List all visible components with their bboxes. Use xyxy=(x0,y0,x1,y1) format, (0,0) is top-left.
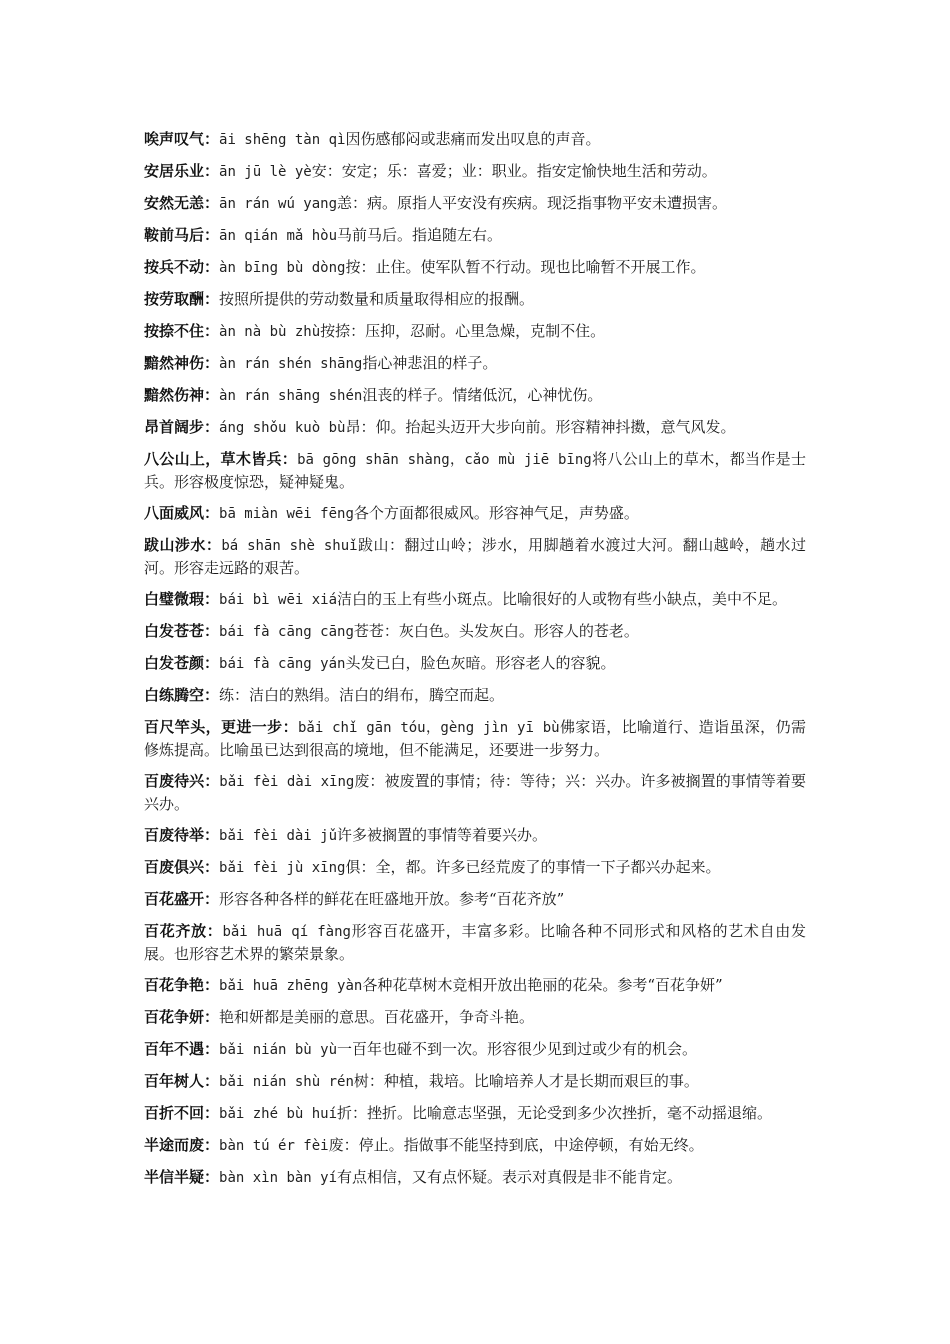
idiom-term: 半信半疑： xyxy=(144,1168,220,1186)
idiom-definition: 马前马后。指追随左右。 xyxy=(337,226,503,244)
idiom-list xyxy=(144,128,806,1198)
idiom-term: 白发苍颜： xyxy=(144,654,220,672)
idiom-definition: 昂：仰。抬起头迈开大步向前。形容精神抖擞，意气风发。 xyxy=(345,418,736,436)
idiom-pinyin: bǎi fèi dài xīng xyxy=(219,774,355,790)
idiom-definition: 按捺：压抑，忍耐。心里急燥，克制不住。 xyxy=(320,322,606,340)
idiom-definition: 苍苍：灰白色。头发灰白。形容人的苍老。 xyxy=(353,622,639,640)
idiom-definition: 因伤感郁闷或悲痛而发出叹息的声音。 xyxy=(345,130,601,148)
idiom-entry xyxy=(144,920,806,965)
idiom-entry xyxy=(144,716,806,761)
idiom-entry xyxy=(144,502,806,525)
idiom-definition: 折：挫折。比喻意志坚强，无论受到多少次挫折，毫不动摇退缩。 xyxy=(337,1104,773,1122)
idiom-pinyin: bǎi zhé bù huí xyxy=(219,1106,338,1122)
idiom-definition: 跋山：翻过山岭；涉水，用脚趟着水渡过大河。翻山越岭，趟水过河。形容走远路的艰苦。 xyxy=(144,536,806,577)
idiom-entry xyxy=(144,856,806,879)
idiom-entry xyxy=(144,684,806,707)
idiom-definition: 各个方面都很威风。形容神气足，声势盛。 xyxy=(353,504,639,522)
idiom-term: 百废待举： xyxy=(144,826,220,844)
idiom-term: 百花盛开： xyxy=(144,890,220,908)
idiom-pinyin: bā miàn wēi fēng xyxy=(219,506,354,522)
idiom-pinyin: àn rán shén shāng xyxy=(219,356,363,372)
idiom-definition: 佛家语，比喻道行、造诣虽深，仍需修炼提高。比喻虽已达到很高的境地，但不能满足，还要进一步努力。 xyxy=(144,718,806,759)
idiom-term: 百年不遇： xyxy=(144,1040,220,1058)
idiom-definition: 安：安定；乐：喜爱；业：职业。指安定愉快地生活和劳动。 xyxy=(311,162,717,180)
idiom-definition: 形容各种各样的鲜花在旺盛地开放。参考“百花齐放” xyxy=(219,890,565,908)
idiom-pinyin: bái fà cāng cāng xyxy=(219,624,354,640)
idiom-term: 百花争艳： xyxy=(144,976,220,994)
idiom-term: 按劳取酬： xyxy=(144,290,220,308)
idiom-entry xyxy=(144,192,806,215)
idiom-entry xyxy=(144,770,806,815)
idiom-pinyin: bái bì wēi xiá xyxy=(219,592,338,608)
idiom-term: 昂首阔步： xyxy=(144,418,220,436)
idiom-term: 八面威风： xyxy=(144,504,220,522)
idiom-pinyin: bǎi fèi jù xīng xyxy=(219,860,346,876)
idiom-definition: 废：停止。指做事不能坚持到底，中途停顿，有始无终。 xyxy=(328,1136,704,1154)
idiom-entry xyxy=(144,888,806,911)
idiom-entry xyxy=(144,1070,806,1093)
idiom-definition: 一百年也碰不到一次。形容很少见到过或少有的机会。 xyxy=(337,1040,698,1058)
idiom-entry xyxy=(144,620,806,643)
idiom-term: 安居乐业： xyxy=(144,162,220,180)
idiom-term: 白发苍苍： xyxy=(144,622,220,640)
idiom-term: 百年树人： xyxy=(144,1072,220,1090)
idiom-pinyin: àn nà bù zhù xyxy=(219,324,321,340)
idiom-entry xyxy=(144,320,806,343)
idiom-entry xyxy=(144,352,806,375)
idiom-definition: 各种花草树木竞相开放出艳丽的花朵。参考“百花争妍” xyxy=(362,976,723,994)
idiom-definition: 指心神悲沮的样子。 xyxy=(362,354,498,372)
idiom-definition: 洁白的玉上有些小斑点。比喻很好的人或物有些小缺点，美中不足。 xyxy=(337,590,788,608)
idiom-term: 百花争妍： xyxy=(144,1008,220,1026)
idiom-pinyin: bǎi fèi dài jǔ xyxy=(219,828,338,844)
idiom-term: 跋山涉水： xyxy=(144,536,222,554)
idiom-definition: 按：止住。使军队暂不行动。现也比喻暂不开展工作。 xyxy=(345,258,706,276)
idiom-entry xyxy=(144,1166,806,1189)
idiom-entry xyxy=(144,128,806,151)
idiom-pinyin: bǎi nián shù rén xyxy=(219,1074,354,1090)
idiom-pinyin: áng shǒu kuò bù xyxy=(219,420,346,436)
idiom-entry xyxy=(144,288,806,311)
idiom-definition: 头发已白，脸色灰暗。形容老人的容貌。 xyxy=(345,654,616,672)
idiom-definition: 废：被废置的事情；待：等待；兴：兴办。许多被搁置的事情等着要兴办。 xyxy=(144,772,806,813)
idiom-pinyin: bǎi huā zhēng yàn xyxy=(219,978,363,994)
idiom-pinyin: bǎi nián bù yù xyxy=(219,1042,338,1058)
idiom-entry xyxy=(144,588,806,611)
idiom-pinyin: bá shān shè shuǐ xyxy=(221,538,358,554)
idiom-definition: 练：洁白的熟绢。洁白的绢布，腾空而起。 xyxy=(219,686,505,704)
idiom-definition: 沮丧的样子。情绪低沉，心神忧伤。 xyxy=(362,386,603,404)
idiom-entry xyxy=(144,1134,806,1157)
idiom-term: 半途而废： xyxy=(144,1136,220,1154)
idiom-definition: 将八公山上的草木，都当作是士兵。形容极度惊恐，疑神疑鬼。 xyxy=(144,450,806,491)
idiom-pinyin: bàn tú ér fèi xyxy=(219,1138,329,1154)
idiom-entry xyxy=(144,652,806,675)
idiom-term: 黯然伤神： xyxy=(144,386,220,404)
idiom-term: 按捺不住： xyxy=(144,322,220,340)
idiom-definition: 树：种植，栽培。比喻培养人才是长期而艰巨的事。 xyxy=(353,1072,699,1090)
idiom-entry xyxy=(144,256,806,279)
idiom-definition: 俱：全，都。许多已经荒废了的事情一下子都兴办起来。 xyxy=(345,858,721,876)
idiom-entry xyxy=(144,974,806,997)
idiom-term: 安然无恙： xyxy=(144,194,220,212)
idiom-entry xyxy=(144,224,806,247)
idiom-definition: 许多被搁置的事情等着要兴办。 xyxy=(337,826,548,844)
idiom-entry xyxy=(144,448,806,493)
idiom-term: 百花齐放： xyxy=(144,922,223,940)
idiom-pinyin: bǎi chǐ gān tóu，gèng jìn yī bù xyxy=(297,720,560,736)
idiom-pinyin: bái fà cāng yán xyxy=(219,656,346,672)
idiom-term: 鞍前马后： xyxy=(144,226,220,244)
idiom-entry xyxy=(144,1102,806,1125)
idiom-term: 百尺竿头，更进一步： xyxy=(144,718,298,736)
idiom-term: 百废待兴： xyxy=(144,772,220,790)
idiom-term: 黯然神伤： xyxy=(144,354,220,372)
idiom-pinyin: bàn xìn bàn yí xyxy=(219,1170,338,1186)
idiom-term: 白练腾空： xyxy=(144,686,220,704)
idiom-entry xyxy=(144,160,806,183)
idiom-term: 唉声叹气： xyxy=(144,130,220,148)
idiom-term: 白璧微瑕： xyxy=(144,590,220,608)
idiom-term: 按兵不动： xyxy=(144,258,220,276)
idiom-pinyin: bǎi huā qí fàng xyxy=(222,924,351,940)
idiom-pinyin: àn rán shāng shén xyxy=(219,388,363,404)
idiom-term: 百折不回： xyxy=(144,1104,220,1122)
idiom-entry xyxy=(144,534,806,579)
idiom-term: 百废俱兴： xyxy=(144,858,220,876)
idiom-definition: 有点相信，又有点怀疑。表示对真假是非不能肯定。 xyxy=(337,1168,683,1186)
idiom-pinyin: bā gōng shān shàng，cǎo mù jiē bīng xyxy=(297,452,592,468)
idiom-definition: 按照所提供的劳动数量和质量取得相应的报酬。 xyxy=(219,290,535,308)
idiom-pinyin: àn bīng bù dòng xyxy=(219,260,346,276)
idiom-entry xyxy=(144,1038,806,1061)
idiom-entry xyxy=(144,824,806,847)
idiom-pinyin: ān rán wú yang xyxy=(219,196,338,212)
idiom-pinyin: ān qián mǎ hòu xyxy=(219,228,338,244)
idiom-pinyin: ān jū lè yè xyxy=(219,164,312,180)
idiom-definition: 艳和妍都是美丽的意思。百花盛开，争奇斗艳。 xyxy=(219,1008,535,1026)
idiom-definition: 恙：病。原指人平安没有疾病。现泛指事物平安未遭损害。 xyxy=(337,194,728,212)
idiom-entry xyxy=(144,416,806,439)
idiom-term: 八公山上，草木皆兵： xyxy=(144,450,298,468)
idiom-definition: 形容百花盛开，丰富多彩。比喻各种不同形式和风格的艺术自由发展。也形容艺术界的繁荣景象。 xyxy=(144,922,806,963)
idiom-pinyin: āi shēng tàn qì xyxy=(219,132,346,148)
idiom-entry xyxy=(144,384,806,407)
idiom-entry xyxy=(144,1006,806,1029)
